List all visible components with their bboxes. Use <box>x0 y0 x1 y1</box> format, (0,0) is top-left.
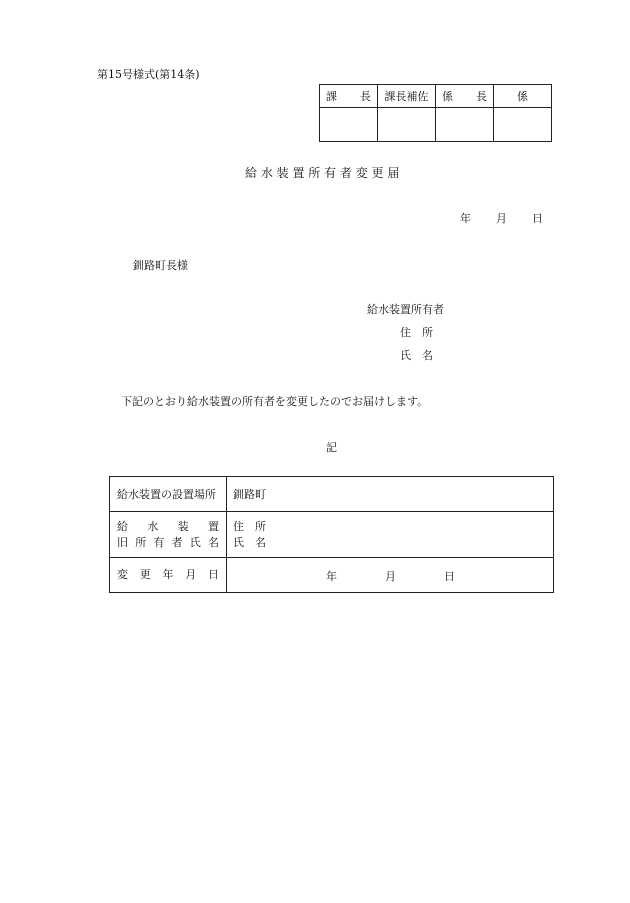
previous-owner-address-label: 住 所 <box>233 519 266 533</box>
date-month-label: 月 <box>496 212 507 225</box>
location-label: 給水装置の設置場所 <box>110 477 227 512</box>
approval-stamp-kakari[interactable] <box>494 108 552 142</box>
form-number: 第15号様式(第14条) <box>97 68 200 81</box>
approval-stamp-kakaricho[interactable] <box>436 108 494 142</box>
row-previous-owner <box>110 512 554 558</box>
approval-header-kakaricho: 係 長 <box>436 85 494 108</box>
change-date-year: 年 <box>326 570 337 583</box>
addressee: 釧路町長様 <box>133 259 188 272</box>
applicant-heading: 給水装置所有者 <box>367 303 444 316</box>
change-date-value[interactable] <box>227 558 554 593</box>
approval-header-kacho-hosa: 課長補佐 <box>378 85 436 108</box>
change-date-month: 月 <box>385 570 396 583</box>
location-value[interactable]: 釧路町 <box>227 477 554 512</box>
approval-stamp-table <box>319 84 552 142</box>
applicant-address-label: 住 所 <box>400 326 433 339</box>
approval-stamp-kacho[interactable] <box>320 108 378 142</box>
date-day-label: 日 <box>532 212 543 225</box>
ki-mark: 記 <box>326 441 337 454</box>
approval-header-kakari: 係 <box>494 85 552 108</box>
row-change-date <box>110 558 554 593</box>
approval-stamp-kacho-hosa[interactable] <box>378 108 436 142</box>
details-table <box>109 476 554 593</box>
applicant-name-label: 氏 名 <box>400 349 433 362</box>
date-year-label: 年 <box>460 212 471 225</box>
previous-owner-label: 給 水 装 置 旧 所 有 者 氏 名 <box>110 512 227 558</box>
previous-owner-value[interactable] <box>227 512 554 558</box>
document-title: 給 水 装 置 所 有 者 変 更 届 <box>245 166 400 180</box>
change-date-label: 変 更 年 月 日 <box>110 558 227 593</box>
approval-header-kacho: 課 長 <box>320 85 378 108</box>
change-date-day: 日 <box>444 570 455 583</box>
row-location <box>110 477 554 512</box>
body-text: 下記のとおり給水装置の所有者を変更したのでお届けします。 <box>121 395 429 408</box>
previous-owner-name-label: 氏 名 <box>233 535 266 549</box>
